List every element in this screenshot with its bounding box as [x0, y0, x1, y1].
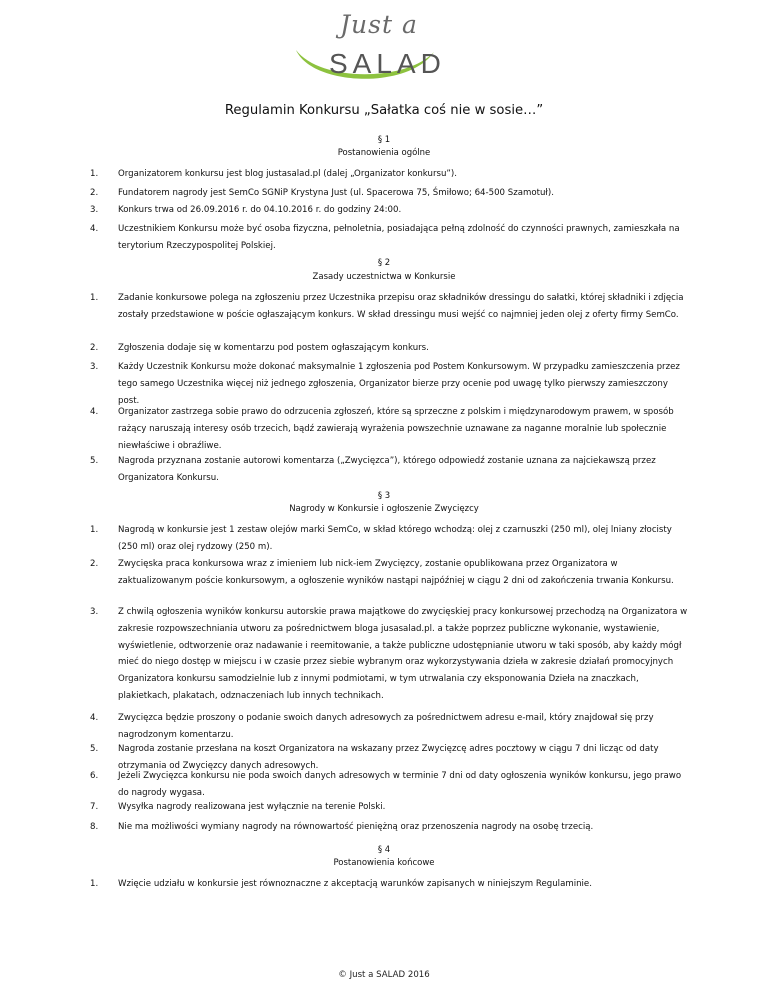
- item-text: Zadanie konkursowe polega na zgłoszeniu przez Uczestnika przepisu oraz składników dressingu do sałatki, której składniki i zdjęcia zostały przedstawione w poście ogłaszającym konkurs. W skład dressingu musi wejść co najmniej jeden olej z oferty firmy SemCo.: [118, 293, 684, 320]
- item-number: 2.: [90, 188, 99, 198]
- footer-copyright: © Just a SALAD 2016: [338, 970, 430, 980]
- item-text: Fundatorem nagrody jest SemCo SGNiP Krystyna Just (ul. Spacerowa 75, Śmiłowo; 64-500 Szamotuł).: [118, 188, 554, 198]
- item-text: Nagroda przyznana zostanie autorowi komentarza („Zwycięzca”), którego odpowiedź zostanie uznana za najciekawszą przez Organizatora Konkursu.: [118, 456, 656, 483]
- item-number: 3.: [90, 607, 99, 617]
- item-number: 2.: [90, 343, 99, 353]
- document-title: Regulamin Konkursu „Sałatka coś nie w sosie…”: [224, 103, 544, 118]
- section-title: Postanowienia końcowe: [333, 858, 435, 868]
- item-text: Nie ma możliwości wymiany nagrody na równowartość pieniężną oraz przenoszenia nagrody na osobę trzecią.: [118, 822, 594, 832]
- item-text: Z chwilą ogłoszenia wyników konkursu autorskie prawa majątkowe do zwycięskiej pracy konkursowej przechodzą na Organizatora w zakresie rozpowszechniania utworu za pośrednictwem bloga jusasalad.pl. a także poprzez publiczne wykonanie, wystawienie, wyświetlenie, odtworzenie oraz nadawanie i reemitowanie, a także publiczne udostępnianie utworu w taki sposób, aby każdy mógł mieć do niego dostęp w miejscu i w czasie przez siebie wybranym oraz wykorzystywania dzieła w zakresie działań promocyjnych Organizatora konkursu samodzielnie lub z innymi podmiotami, w tym utrwalania czy eksponowania Dzieła na znaczkach, plakietkach, plakatach, odznaczeniach lub innych technikach.: [118, 607, 688, 701]
- item-text: Organizator zastrzega sobie prawo do odrzucenia zgłoszeń, które są sprzeczne z polskim i międzynarodowym prawem, w sposób rażący naruszają interesy osób trzecich, bądź zawierają wyrażenia powszechnie uznawane za naganne moralnie lub społecznie niewłaściwe i obraźliwe.: [118, 407, 674, 451]
- section-title: Zasady uczestnictwa w Konkursie: [312, 272, 456, 282]
- section-number: § 4: [377, 845, 391, 855]
- item-text: Konkurs trwa od 26.09.2016 r. do 04.10.2016 r. do godziny 24:00.: [118, 205, 402, 215]
- item-number: 4.: [90, 224, 99, 234]
- item-text: Nagroda zostanie przesłana na koszt Organizatora na wskazany przez Zwycięzcę adres pocztowy w ciągu 7 dni licząc od daty otrzymania od Zwycięzcy danych adresowych.: [118, 744, 659, 771]
- item-text: Każdy Uczestnik Konkursu może dokonać maksymalnie 1 zgłoszenia pod Postem Konkursowym. W przypadku zamieszczenia przez tego samego Uczestnika więcej niż jednego zgłoszenia, Organizator bierze przy ocenie pod uwagę tylko pierwszy zamieszczony post.: [118, 362, 680, 406]
- section-title: Postanowienia ogólne: [337, 148, 431, 158]
- item-number: 3.: [90, 205, 99, 215]
- item-number: 5.: [90, 744, 99, 754]
- item-number: 2.: [90, 559, 99, 569]
- item-text: Zgłoszenia dodaje się w komentarzu pod postem ogłaszającym konkurs.: [118, 343, 429, 353]
- item-number: 5.: [90, 456, 99, 466]
- logo-word-text: SALAD: [329, 48, 446, 79]
- item-text: Nagrodą w konkursie jest 1 zestaw olejów marki SemCo, w skład którego wchodzą: olej z czarnuszki (250 ml), olej lniany złocisty (250 ml) oraz olej rydzowy (250 m).: [118, 525, 672, 552]
- item-number: 6.: [90, 771, 99, 781]
- item-text: Zwycięska praca konkursowa wraz z imieniem lub nick-iem Zwycięzcy, zostanie opublikowana przez Organizatora w zaktualizowanym poście konkursowym, a ogłoszenie wyników nastąpi najpóźniej w ciągu 2 dni od zakończenia trwania Konkursu.: [118, 559, 674, 586]
- item-text: Uczestnikiem Konkursu może być osoba fizyczna, pełnoletnia, posiadająca pełną zdolność do czynności prawnych, zamieszkała na terytorium Rzeczypospolitej Polskiej.: [118, 224, 680, 251]
- section-title: Nagrody w Konkursie i ogłoszenie Zwycięzcy: [289, 504, 479, 514]
- section-number: § 1: [377, 135, 391, 145]
- item-text: Organizatorem konkursu jest blog justasalad.pl (dalej „Organizator konkursu”).: [118, 169, 457, 179]
- item-number: 4.: [90, 407, 99, 417]
- item-number: 1.: [90, 293, 99, 303]
- section-number: § 3: [377, 491, 391, 501]
- section-number: § 2: [377, 258, 391, 268]
- item-number: 8.: [90, 822, 99, 832]
- item-number: 1.: [90, 879, 99, 889]
- item-text: Zwycięzca będzie proszony o podanie swoich danych adresowych za pośrednictwem adresu e-mail, który znajdował się przy nagrodzonym komentarzu.: [118, 713, 654, 740]
- item-number: 1.: [90, 525, 99, 535]
- logo-script-text: Just a: [340, 10, 418, 39]
- item-text: Wzięcie udziału w konkursie jest równoznaczne z akceptacją warunków zapisanych w niniejszym Regulaminie.: [118, 879, 592, 889]
- item-number: 4.: [90, 713, 99, 723]
- just-a-salad-logo: [290, 8, 446, 90]
- item-number: 7.: [90, 802, 99, 812]
- item-text: Wysyłka nagrody realizowana jest wyłącznie na terenie Polski.: [118, 802, 386, 812]
- item-number: 3.: [90, 362, 99, 372]
- item-number: 1.: [90, 169, 99, 179]
- item-text: Jeżeli Zwycięzca konkursu nie poda swoich danych adresowych w terminie 7 dni od daty ogłoszenia wyników konkursu, jego prawo do nagrody wygasa.: [118, 771, 682, 798]
